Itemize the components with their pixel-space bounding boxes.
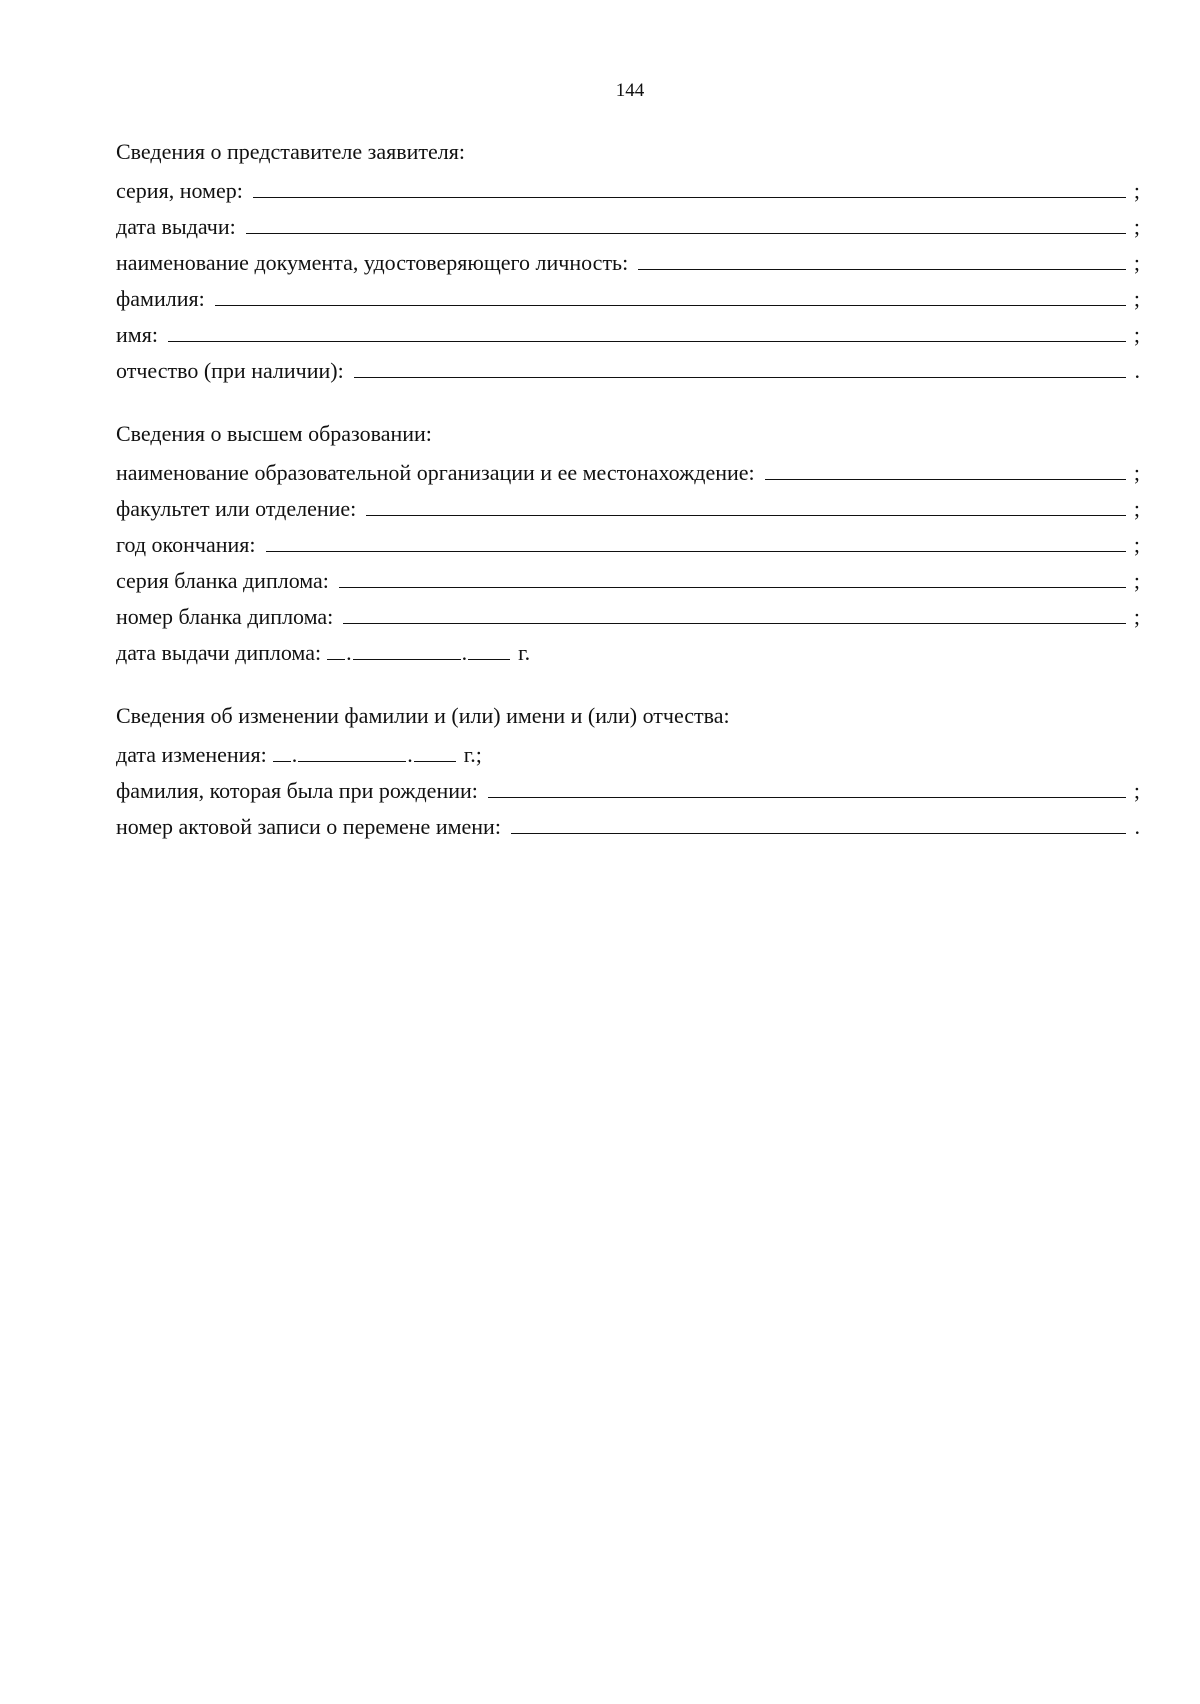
field-end-punct: ; xyxy=(1133,178,1140,203)
field-blank-line[interactable] xyxy=(168,340,1126,342)
field-series-number[interactable] xyxy=(116,170,1140,206)
field-diploma-issue-date[interactable] xyxy=(116,632,1140,668)
date-separator: . xyxy=(291,742,298,767)
date-day-blank[interactable] xyxy=(273,760,291,762)
field-faculty[interactable] xyxy=(116,488,1140,524)
field-change-date[interactable] xyxy=(116,734,1140,770)
field-blank-line[interactable] xyxy=(215,304,1126,306)
date-suffix: г.; xyxy=(463,742,482,767)
field-blank-line[interactable] xyxy=(246,232,1126,234)
field-end-punct: ; xyxy=(1133,460,1140,485)
field-birth-surname[interactable] xyxy=(116,770,1140,806)
field-label: отчество (при наличии): xyxy=(116,358,344,383)
field-end-punct: ; xyxy=(1133,250,1140,275)
field-patronymic[interactable] xyxy=(116,350,1140,386)
date-year-blank[interactable] xyxy=(468,658,510,660)
field-surname[interactable] xyxy=(116,278,1140,314)
field-end-punct: ; xyxy=(1133,778,1140,803)
field-label: наименование документа, удостоверяющего личность: xyxy=(116,250,629,275)
section-representative xyxy=(116,134,1140,386)
section-title-name-change: Сведения об изменении фамилии и (или) имени и (или) отчества: xyxy=(116,703,730,728)
section-name-change xyxy=(116,698,1140,842)
field-graduation-year[interactable] xyxy=(116,524,1140,560)
field-issue-date[interactable] xyxy=(116,206,1140,242)
field-label: наименование образовательной организации и ее местонахождение: xyxy=(116,460,755,485)
field-label: факультет или отделение: xyxy=(116,496,357,521)
field-label: серия бланка диплома: xyxy=(116,568,329,593)
date-suffix: г. xyxy=(518,640,531,665)
field-first-name[interactable] xyxy=(116,314,1140,350)
date-month-blank[interactable] xyxy=(298,760,406,762)
field-blank-line[interactable] xyxy=(488,796,1126,798)
field-label: год окончания: xyxy=(116,532,256,557)
field-label: дата изменения: xyxy=(116,742,267,767)
field-label: дата выдачи диплома: xyxy=(116,640,322,665)
field-name-change-record-number[interactable] xyxy=(116,806,1140,842)
field-end-punct: . xyxy=(1134,814,1140,839)
field-id-document-name[interactable] xyxy=(116,242,1140,278)
field-end-punct: ; xyxy=(1133,496,1140,521)
field-label: фамилия, которая была при рождении: xyxy=(116,778,478,803)
field-label: номер актовой записи о перемене имени: xyxy=(116,814,501,839)
section-title-education: Сведения о высшем образовании: xyxy=(116,421,432,446)
field-label: имя: xyxy=(116,322,158,347)
field-blank-line[interactable] xyxy=(253,196,1126,198)
field-label: номер бланка диплома: xyxy=(116,604,334,629)
field-blank-line[interactable] xyxy=(339,586,1126,588)
field-end-punct: ; xyxy=(1133,532,1140,557)
field-blank-line[interactable] xyxy=(511,832,1126,834)
field-end-punct: ; xyxy=(1133,214,1140,239)
field-organization-name[interactable] xyxy=(116,452,1140,488)
date-year-blank[interactable] xyxy=(414,760,456,762)
field-end-punct: ; xyxy=(1133,604,1140,629)
field-blank-line[interactable] xyxy=(366,514,1126,516)
field-diploma-series[interactable] xyxy=(116,560,1140,596)
field-label: серия, номер: xyxy=(116,178,243,203)
field-end-punct: ; xyxy=(1133,568,1140,593)
field-blank-line[interactable] xyxy=(354,376,1126,378)
section-title-representative: Сведения о представителе заявителя: xyxy=(116,139,465,164)
date-separator: . xyxy=(346,640,352,665)
date-day-blank[interactable] xyxy=(327,658,345,660)
form-content xyxy=(116,134,1140,872)
date-separator: . xyxy=(461,640,468,665)
field-end-punct: ; xyxy=(1133,322,1140,347)
date-separator: . xyxy=(407,742,413,767)
field-blank-line[interactable] xyxy=(765,478,1126,480)
page-number: 144 xyxy=(615,80,645,101)
field-blank-line[interactable] xyxy=(343,622,1126,624)
field-end-punct: . xyxy=(1134,358,1140,383)
section-education xyxy=(116,416,1140,668)
field-label: дата выдачи: xyxy=(116,214,236,239)
field-end-punct: ; xyxy=(1133,286,1140,311)
field-blank-line[interactable] xyxy=(266,550,1127,552)
field-label: фамилия: xyxy=(116,286,205,311)
field-diploma-number[interactable] xyxy=(116,596,1140,632)
date-month-blank[interactable] xyxy=(353,658,461,660)
field-blank-line[interactable] xyxy=(638,268,1126,270)
